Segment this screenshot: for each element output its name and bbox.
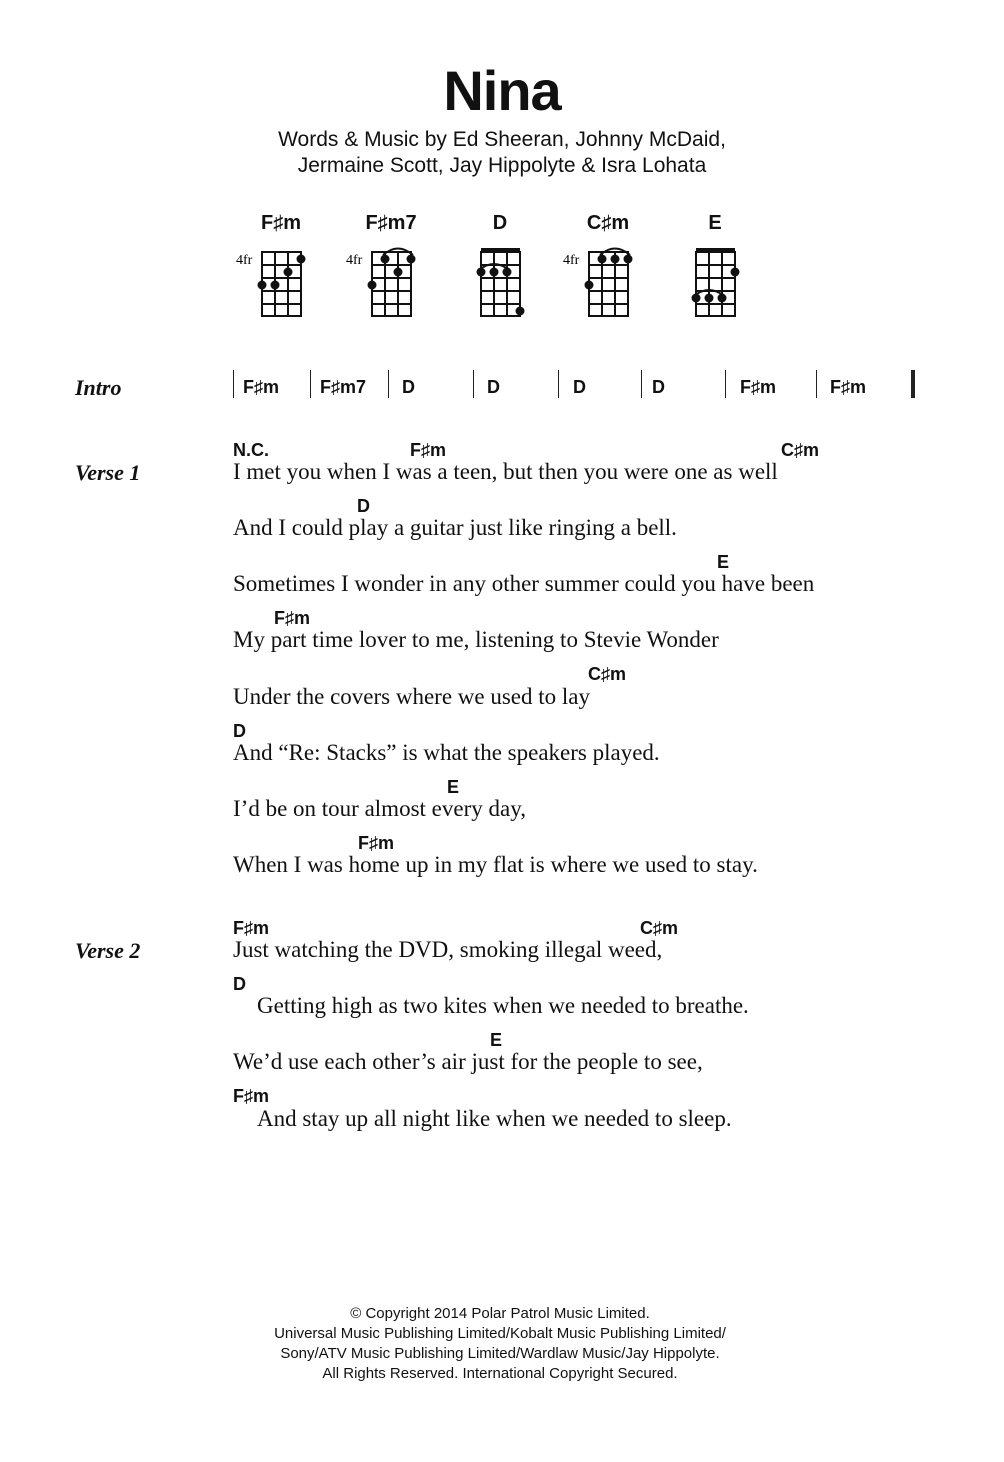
lyric-line: And I could play a guitar just like ringing a bell. xyxy=(233,515,677,540)
copyright-line-3: Sony/ATV Music Publishing Limited/Wardlaw Music/Jay Hippolyte. xyxy=(280,1345,720,1362)
ukulele-fretboard-icon xyxy=(455,242,545,322)
bar-line xyxy=(473,370,474,398)
chord: E xyxy=(447,777,460,797)
chord: F♯m xyxy=(233,918,269,938)
copyright-line-1: © Copyright 2014 Polar Patrol Music Limited. xyxy=(350,1305,650,1322)
chord: E xyxy=(490,1030,503,1050)
intro-chord: F♯m7 xyxy=(320,377,367,397)
chord-diagram-name: E xyxy=(708,212,722,234)
bar-line xyxy=(725,370,726,398)
bar-line xyxy=(388,370,389,398)
copyright-line-2: Universal Music Publishing Limited/Kobalt Music Publishing Limited/ xyxy=(274,1325,726,1342)
ukulele-fretboard-icon xyxy=(670,242,760,322)
intro-chord: F♯m xyxy=(830,377,866,397)
lyric-line: And stay up all night like when we needed to sleep. xyxy=(257,1106,732,1131)
chord: C♯m xyxy=(588,664,627,684)
chord: D xyxy=(357,496,370,516)
copyright-line-4: All Rights Reserved. International Copyright Secured. xyxy=(322,1365,678,1382)
chord-diagram-fsharp-m7 xyxy=(346,212,436,322)
chord: F♯m xyxy=(233,1086,269,1106)
lyric-line: Under the covers where we used to lay xyxy=(233,684,591,709)
intro-chord: F♯m xyxy=(740,377,776,397)
lyric-line: We’d use each other’s air just for the people to see, xyxy=(233,1049,703,1074)
chord-diagram-name: C♯m xyxy=(586,212,630,234)
lyric-line: And “Re: Stacks” is what the speakers played. xyxy=(233,740,660,765)
chord: C♯m xyxy=(640,918,679,938)
final-bar-line xyxy=(911,370,915,398)
ukulele-fretboard-icon xyxy=(346,242,436,322)
chord: E xyxy=(717,552,730,572)
chord: N.C. xyxy=(233,440,269,460)
lyric-line: I’d be on tour almost every day, xyxy=(233,796,526,821)
lyric-line: When I was home up in my flat is where we used to stay. xyxy=(233,852,758,877)
ukulele-fretboard-icon xyxy=(236,242,326,322)
bar-line xyxy=(310,370,311,398)
chord-diagram-e xyxy=(670,212,760,322)
intro-chord: D xyxy=(652,377,665,397)
chord: F♯m xyxy=(410,440,446,460)
chord: D xyxy=(233,721,246,741)
bar-line xyxy=(233,370,234,398)
lyric-line: Just watching the DVD, smoking illegal weed, xyxy=(233,937,663,962)
chord: F♯m xyxy=(358,833,394,853)
intro-chord: D xyxy=(573,377,586,397)
credit-line-1: Words & Music by Ed Sheeran, Johnny McDaid, xyxy=(278,128,726,151)
ukulele-fretboard-icon xyxy=(563,242,653,322)
chord-diagram-name: D xyxy=(492,212,508,234)
chord: D xyxy=(233,974,246,994)
lyric-line: I met you when I was a teen, but then you were one as well xyxy=(233,459,778,484)
chord-diagram-fsharp-m xyxy=(236,212,326,322)
credit-line-2: Jermaine Scott, Jay Hippolyte & Isra Lohata xyxy=(297,154,707,177)
chord-diagram-d xyxy=(455,212,545,322)
bar-line xyxy=(816,370,817,398)
section-label-verse-2: Verse 2 xyxy=(75,938,141,963)
bar-line xyxy=(558,370,559,398)
lyric-line: My part time lover to me, listening to Stevie Wonder xyxy=(233,627,719,652)
chord: C♯m xyxy=(781,440,820,460)
fret-label: 4fr xyxy=(236,253,253,268)
intro-chord: D xyxy=(487,377,500,397)
fret-label: 4fr xyxy=(563,253,580,268)
intro-chord: D xyxy=(402,377,415,397)
bar-line xyxy=(641,370,642,398)
lyric-line: Getting high as two kites when we needed to breathe. xyxy=(257,993,749,1018)
intro-chord: F♯m xyxy=(243,377,279,397)
song-title: Nina xyxy=(443,59,561,122)
chord: F♯m xyxy=(274,608,310,628)
chord-diagram-name: F♯m7 xyxy=(365,212,417,234)
section-label-verse-1: Verse 1 xyxy=(75,460,141,485)
chord-diagram-name: F♯m xyxy=(261,212,301,234)
chord-diagram-csharp-m xyxy=(563,212,653,322)
fret-label: 4fr xyxy=(346,253,363,268)
lyric-line: Sometimes I wonder in any other summer could you have been xyxy=(233,571,815,596)
section-label-intro: Intro xyxy=(75,375,122,400)
